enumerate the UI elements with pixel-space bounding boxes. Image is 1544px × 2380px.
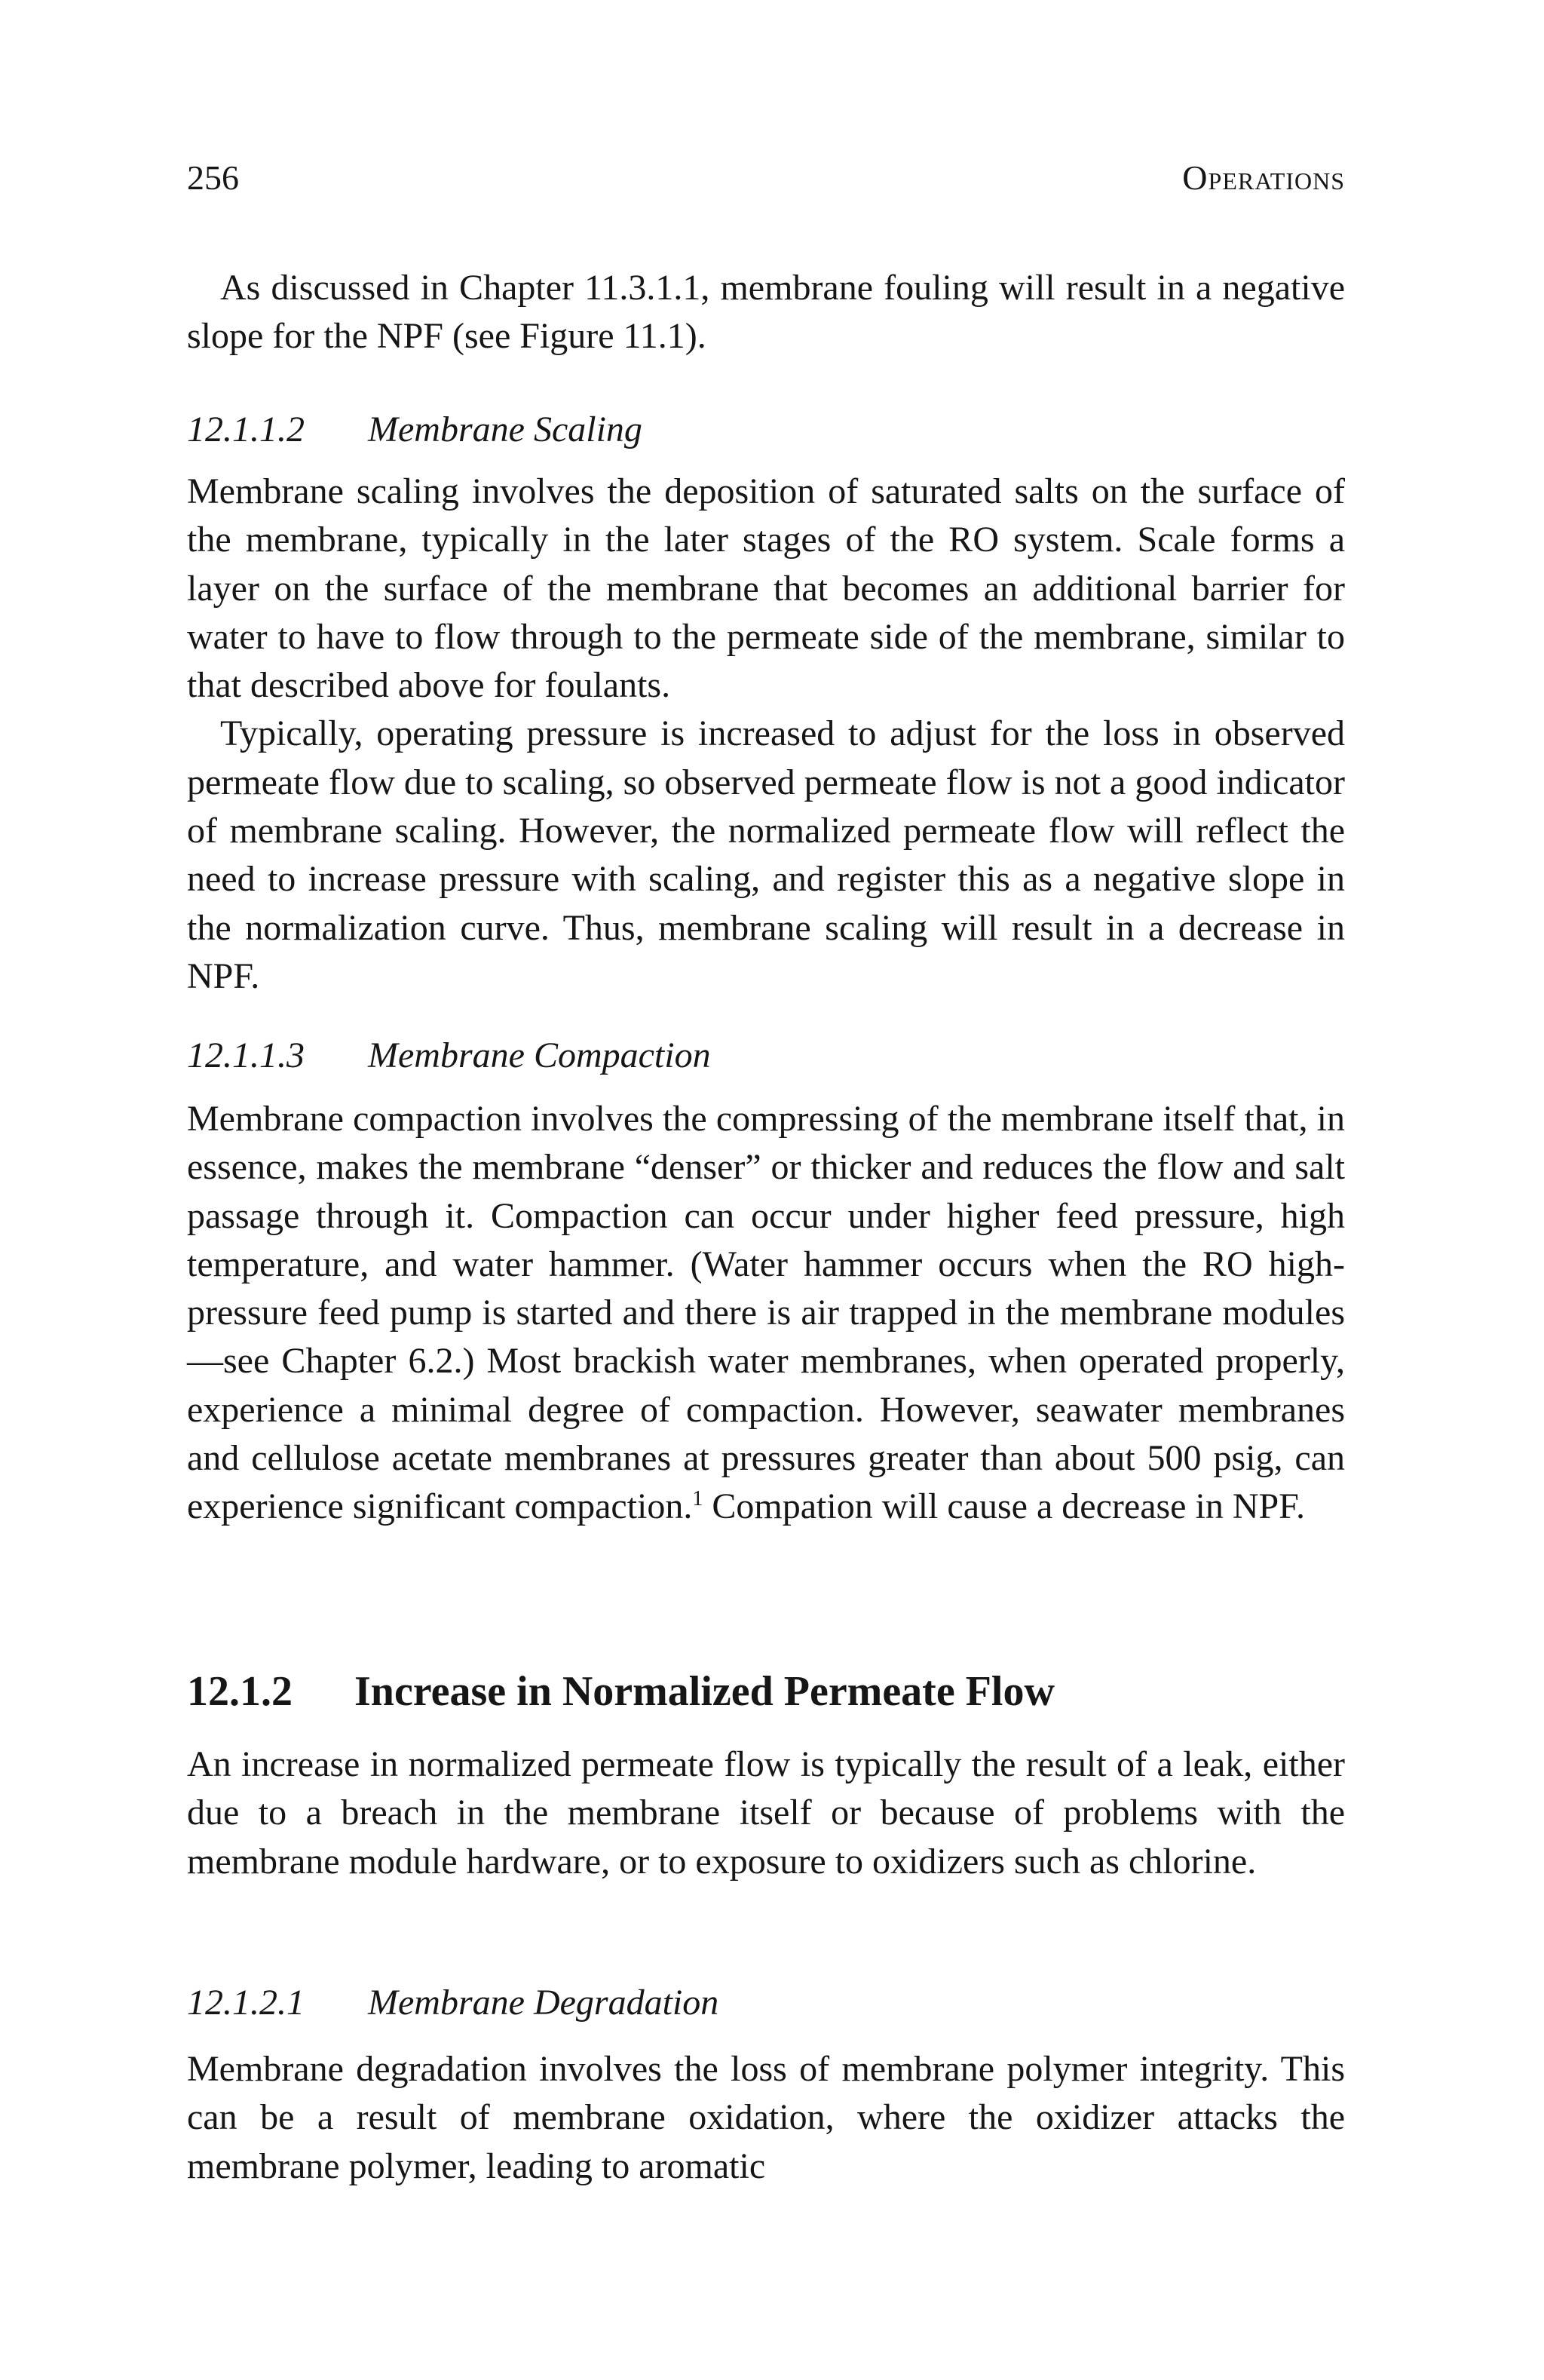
subsection-title: Membrane Compaction: [368, 1035, 711, 1075]
compaction-body: [187, 1095, 1345, 1532]
subsection-compaction-heading: [187, 1033, 1345, 1078]
compaction-paragraph: [187, 1095, 1345, 1532]
scaling-paragraph-1: Membrane scaling involves the deposition of saturated salts on the surface of the membrane, typically in the later stages of the RO system. Scale forms a layer on the surface of the membrane that becomes an additional barrier for water to have to flow through to the permeate side of the membrane, similar to that described above for foulants.: [187, 471, 1345, 706]
compaction-text: Membrane compaction involves the compressing of the membrane itself that, in essence, makes the membrane “denser” or thicker and reduces the flow and salt passage through it. Compaction can occur under higher feed pressure, high temperature, and water hammer. (Water hammer occurs when the RO high-pressure feed pump is started and there is air trapped in the membrane modules—see Chapter 6.2.) Most brackish water membranes, when operated properly, experience a minimal degree of compaction. However, seawater membranes and cellulose acetate membranes at pressures greater than about 500 psig, can experience significant compaction.: [187, 1099, 1345, 1527]
degradation-body: [187, 2045, 1345, 2191]
subsection-heading: [187, 407, 1345, 452]
intro-block: [187, 264, 1345, 361]
subsection-scaling-heading: [187, 407, 1345, 452]
section-number: 12.1.2: [187, 1668, 293, 1715]
intro-paragraph: As discussed in Chapter 11.3.1.1, membrane fouling will result in a negative slope for the NPF (see Figure 11.1).: [187, 268, 1345, 357]
running-section-title: Operations: [1182, 158, 1345, 197]
subsection-number: 12.1.1.3: [187, 1035, 305, 1075]
subsection-title: Membrane Scaling: [368, 409, 642, 449]
subsection-number: 12.1.1.2: [187, 409, 305, 449]
subsection-degradation-heading: [187, 1980, 1345, 2026]
increase-paragraph: An increase in normalized permeate flow is typically the result of a leak, either due to a breach in the membrane itself or because of problems with the membrane module hardware, or to exposure to oxidizers such as chlorine.: [187, 1744, 1345, 1882]
subsection-heading: [187, 1980, 1345, 2026]
subsection-heading: [187, 1033, 1345, 1078]
compaction-text-end: Compation will cause a decrease in NPF.: [712, 1486, 1306, 1527]
degradation-paragraph: Membrane degradation involves the loss of membrane polymer integrity. This can be a result of membrane oxidation, where the oxidizer attacks the membrane polymer, leading to aromatic: [187, 2049, 1345, 2186]
scaling-paragraph-2: Typically, operating pressure is increased to adjust for the loss in observed permeate flow due to scaling, so observed permeate flow is not a good indicator of membrane scaling. However, the normalized permeate flow will reflect the need to increase pressure with scaling, and register this as a negative slope in the normalization curve. Thus, membrane scaling will result in a decrease in NPF.: [187, 713, 1345, 996]
section-increase-heading: [187, 1665, 1345, 1718]
footnote-reference: 1: [692, 1487, 703, 1511]
increase-body: [187, 1741, 1345, 1886]
subsection-title: Membrane Degradation: [368, 1983, 719, 2023]
running-head: [187, 155, 1345, 201]
section-heading: [187, 1665, 1345, 1718]
subsection-number: 12.1.2.1: [187, 1983, 305, 2023]
page-number: 256: [187, 158, 239, 197]
section-title: Increase in Normalized Permeate Flow: [354, 1668, 1055, 1715]
scaling-body: [187, 468, 1345, 1001]
